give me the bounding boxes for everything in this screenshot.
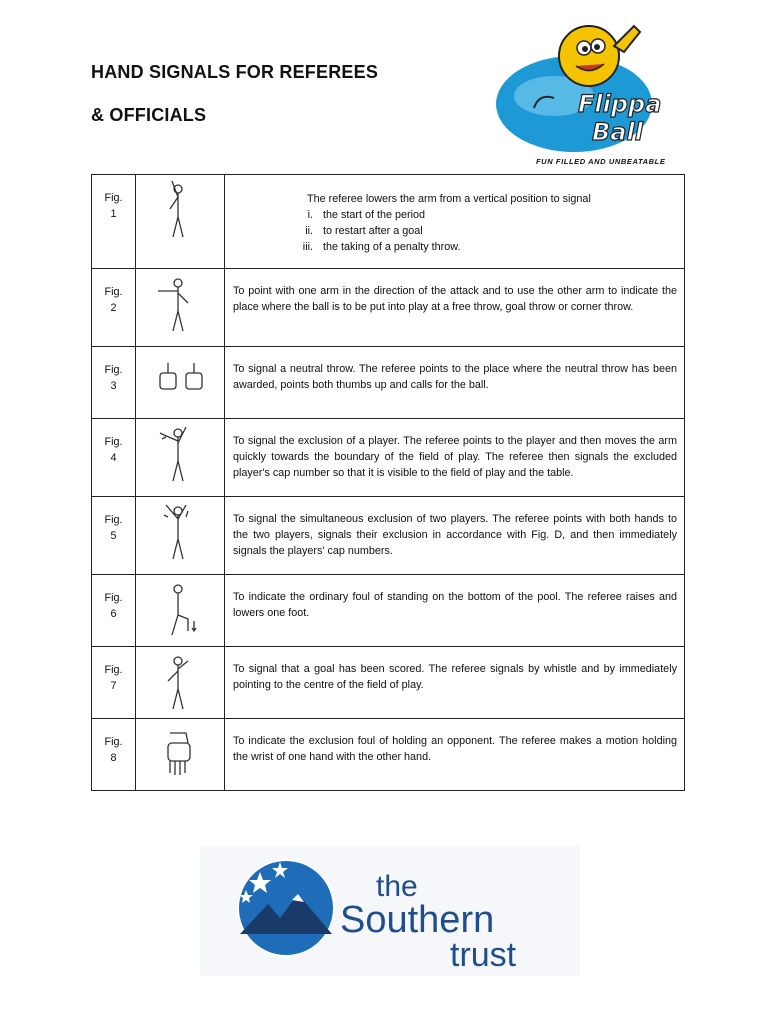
signal-row xyxy=(92,497,685,575)
signal-text: To signal the simultaneous exclusion of two players. The referee points with both hands to the two players, signals their exclusion in accordance with Fig. D, and then immediately signals the players' cap numbers. xyxy=(233,513,677,557)
fig-number: 2 xyxy=(110,302,117,314)
signal-description xyxy=(225,175,685,269)
signal-row xyxy=(92,419,685,497)
signal-text: To signal the exclusion of a player. The referee points to the player and then moves the arm quickly towards the boundary of the field of play. The referee then signals the excluded player's cap number so that it is visible to the field of play and the table. xyxy=(233,435,677,479)
referee-goal-scored-icon xyxy=(156,651,204,718)
signal-row xyxy=(92,647,685,719)
list-item xyxy=(277,207,677,223)
page-title: HAND SIGNALS FOR REFEREES xyxy=(91,62,379,82)
signal-illustration-cell xyxy=(136,719,225,791)
list-item-number: ii. xyxy=(305,225,313,237)
fig-number: 3 xyxy=(110,380,117,392)
signal-description xyxy=(225,719,685,791)
fig-word: Fig. xyxy=(104,736,123,748)
list-item-text: the start of the period xyxy=(323,209,426,221)
flippa-wordmark-line1: Flippa xyxy=(578,90,662,118)
fig-label xyxy=(92,647,136,719)
signal-description xyxy=(225,497,685,575)
fig-number: 6 xyxy=(110,608,117,620)
signal-description xyxy=(225,269,685,347)
fig-label xyxy=(92,575,136,647)
signal-row xyxy=(92,175,685,269)
list-item-text: to restart after a goal xyxy=(323,225,423,237)
fig-label xyxy=(92,269,136,347)
fig-label xyxy=(92,419,136,497)
signal-illustration-cell xyxy=(136,269,225,347)
signal-description xyxy=(225,647,685,719)
signal-description xyxy=(225,419,685,497)
signal-description xyxy=(225,347,685,419)
southern-trust-line3: trust xyxy=(450,936,517,974)
fig-word: Fig. xyxy=(104,192,123,204)
referee-point-direction-icon xyxy=(156,273,204,340)
signal-list xyxy=(277,207,677,255)
flippa-wordmark-line2: Ball xyxy=(592,118,643,146)
signal-illustration-cell xyxy=(136,497,225,575)
list-item xyxy=(277,223,677,239)
fig-number: 5 xyxy=(110,530,117,542)
southern-trust-line2: Southern xyxy=(340,899,495,941)
referee-double-exclusion-icon xyxy=(156,501,204,568)
page-subtitle: & OFFICIALS xyxy=(91,105,207,125)
flippa-ball-logo xyxy=(494,16,674,172)
signal-row xyxy=(92,347,685,419)
list-item-text: the taking of a penalty throw. xyxy=(323,241,461,253)
fig-label xyxy=(92,175,136,269)
list-item-number: i. xyxy=(307,209,313,221)
referee-arm-raised-icon xyxy=(156,179,204,246)
signal-illustration-cell xyxy=(136,175,225,269)
flippa-tagline: FUN FILLED AND UNBEATABLE xyxy=(536,157,666,166)
signal-intro: The referee lowers the arm from a vertical position to signal xyxy=(307,193,591,205)
fig-label xyxy=(92,347,136,419)
fig-label xyxy=(92,719,136,791)
fig-word: Fig. xyxy=(104,436,123,448)
hand-signals-table xyxy=(91,174,685,791)
fig-word: Fig. xyxy=(104,514,123,526)
fig-label xyxy=(92,497,136,575)
referee-raise-foot-icon xyxy=(156,579,204,646)
signal-text: To signal a neutral throw. The referee points to the place where the neutral throw has been awarded, points both thumbs up and calls for the ball. xyxy=(233,363,677,391)
signal-row xyxy=(92,719,685,791)
wrist-hold-icon xyxy=(156,723,204,790)
signal-illustration-cell xyxy=(136,419,225,497)
signal-text: To point with one arm in the direction of the attack and to use the other arm to indicate the place where the ball is to be put into play at a free throw, goal throw or corner throw. xyxy=(233,285,677,313)
signal-illustration-cell xyxy=(136,347,225,419)
fig-word: Fig. xyxy=(104,664,123,676)
signal-description xyxy=(225,575,685,647)
fig-number: 4 xyxy=(110,452,117,464)
signal-text: To signal that a goal has been scored. The referee signals by whistle and by immediately pointing to the centre of the field of play. xyxy=(233,663,677,691)
southern-trust-logo xyxy=(200,846,580,976)
southern-trust-line1: the xyxy=(376,870,418,903)
fig-number: 7 xyxy=(110,680,117,692)
fig-number: 8 xyxy=(110,752,117,764)
list-item xyxy=(277,239,677,255)
fig-word: Fig. xyxy=(104,286,123,298)
fig-word: Fig. xyxy=(104,364,123,376)
signal-illustration-cell xyxy=(136,575,225,647)
signal-illustration-cell xyxy=(136,647,225,719)
signal-row xyxy=(92,269,685,347)
signal-row xyxy=(92,575,685,647)
referee-exclusion-icon xyxy=(156,423,204,490)
signal-text: To indicate the exclusion foul of holding an opponent. The referee makes a motion holding the wrist of one hand with the other hand. xyxy=(233,735,677,763)
signal-text: To indicate the ordinary foul of standing on the bottom of the pool. The referee raises and lowers one foot. xyxy=(233,591,677,619)
fig-word: Fig. xyxy=(104,592,123,604)
list-item-number: iii. xyxy=(302,241,313,253)
thumbs-up-icon xyxy=(156,351,204,418)
fig-number: 1 xyxy=(110,208,117,220)
